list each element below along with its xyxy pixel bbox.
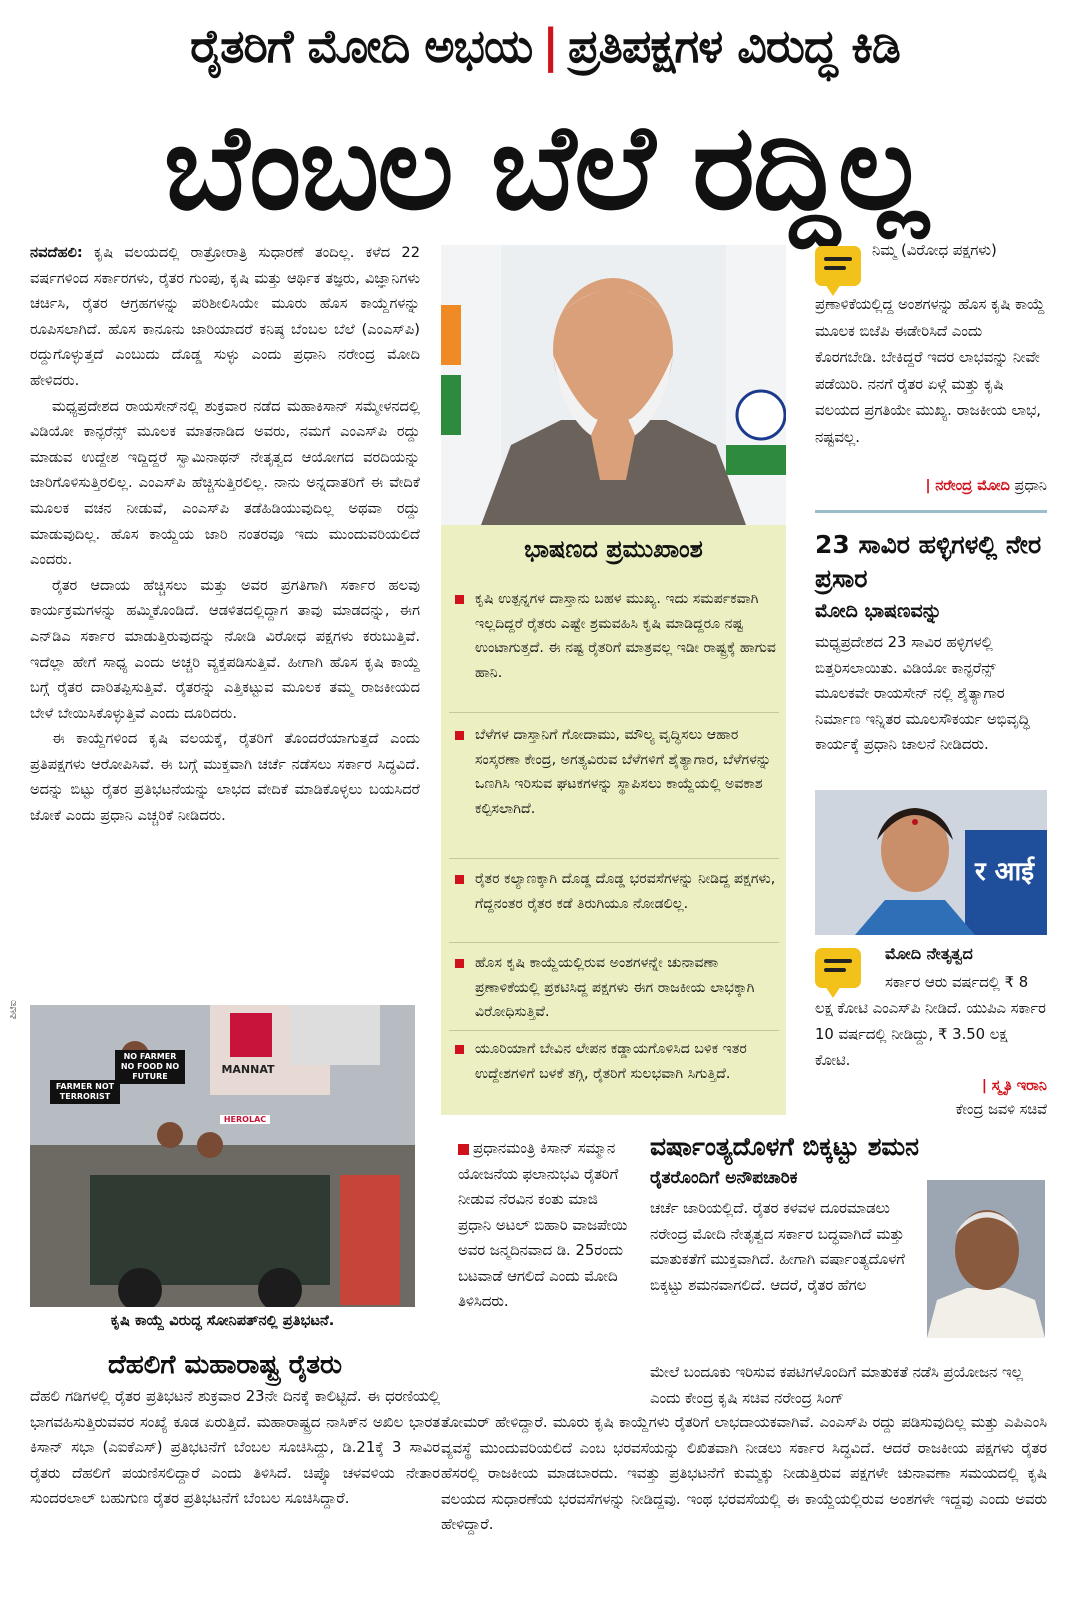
vajpayee-note xyxy=(458,1136,633,1396)
smriti-quote-body: ಸರ್ಕಾರ ಆರು ವರ್ಷದಲ್ಲಿ ₹ 8 ಲಕ್ಷ ಕೋಟಿ ಎಂಎಸ್‌ಪಿ ನೀಡಿದೆ. ಯುಪಿಎ ಸರ್ಕಾರ 10 ವರ್ಷದಲ್ಲಿ ನೀಡಿದ್ದು, ₹ 3.50 ಲಕ್ಷ ಕೋಟಿ. xyxy=(815,974,1046,1069)
highlight-item: ಕೃಷಿ ಉತ್ಪನ್ನಗಳ ದಾಸ್ತಾನು ಬಹಳ ಮುಖ್ಯ. ಇದು ಸಮರ್ಪಕವಾಗಿ ಇಲ್ಲದಿದ್ದರೆ ರೈತರು ಎಷ್ಟೇ ಶ್ರಮವಹಿಸಿ ಕೃಷಿ ಮಾಡಿದ್ದರೂ ನಷ್ಟ ಉಂಟಾಗುತ್ತದೆ. ಈ ನಷ್ಟ ರೈತರಿಗೆ ಮಾತ್ರವಲ್ಲ ಇಡೀ ರಾಷ್ಟ್ರಕ್ಕೆ ಹಾಗುವ ಹಾನಿ. xyxy=(449,587,779,713)
protest-scene xyxy=(30,1005,415,1307)
smriti-photo xyxy=(815,790,1047,935)
kicker-right: ಪ್ರತಿಪಕ್ಷಗಳ ವಿರುದ್ಧ ಕಿಡಿ xyxy=(568,19,900,73)
main-story-paragraph: ಮಧ್ಯಪ್ರದೇಶದ ರಾಯಸೇನ್‌ನಲ್ಲಿ ಶುಕ್ರವಾರ ನಡೆದ ಮಹಾಕಿಸಾನ್ ಸಮ್ಮೇಳನದಲ್ಲಿ ವಿಡಿಯೋ ಕಾನ್ಫರೆನ್ಸ್ ಮೂಲಕ ಮಾತನಾಡಿದ ಅವರು, ನಮಗೆ ಎಂಎಸ್‌ಪಿ ರದ್ದು ಮಾಡುವ ಉದ್ದೇಶ ಇದ್ದಿದ್ದರೆ ಸ್ವಾಮಿನಾಥನ್ ನೇತೃತ್ವದ ಆಯೋಗದ ವರದಿಯನ್ನು ಜಾರಿಗೊಳಿಸುತ್ತಿರಲಿಲ್ಲ. ಎಂಎಸ್‌ಪಿ ಹೆಚ್ಚಿಸುತ್ತಿರಲಿಲ್ಲ. ನಾನು ಅನ್ನದಾತರಿಗೆ ಈ ವೇದಿಕೆ ಮೂಲಕ ವಚನ ನೀಡುವೆ, ಎಂಎಸ್‌ಪಿ ತಡೆಹಿಡಿಯುವುದಿಲ್ಲ ಅಥವಾ ರದ್ದು ಮಾಡುವುದಿಲ್ಲ. ಹೊಸ ಕಾಯ್ದೆಯ ಜಾರಿ ನಂತರವೂ ಇದು ಮುಂದುವರಿಯಲಿದೆ ಎಂದರು. xyxy=(30,397,420,569)
smriti-photo-text: र आई xyxy=(975,857,1035,887)
smriti-quote-role: ಕೇಂದ್ರ ಜವಳಿ ಸಚಿವೆ xyxy=(955,1102,1047,1118)
attribution-bar: | xyxy=(981,1078,988,1094)
highlights-title: ಭಾಷಣದ ಪ್ರಮುಖಾಂಶ xyxy=(524,535,703,563)
modi-portrait xyxy=(441,245,786,525)
main-story-paragraph xyxy=(30,240,420,394)
highlight-item: ರೈತರ ಕಲ್ಯಾಣಕ್ಕಾಗಿ ದೊಡ್ಡ ದೊಡ್ಡ ಭರವಸೆಗಳನ್ನು ನೀಡಿದ್ದ ಪಕ್ಷಗಳು, ಗೆದ್ದನಂತರ ರೈತರ ಕಡೆ ತಿರುಗಿಯೂ ನೋಡಲಿಲ್ಲ. xyxy=(449,867,779,943)
quote-line xyxy=(824,959,852,963)
modi-photo xyxy=(441,245,786,525)
smriti-quote-attribution xyxy=(815,1078,1047,1094)
protest-photo xyxy=(30,1005,415,1307)
sign-mannat: MANNAT xyxy=(221,1063,275,1076)
photo-credit: ಪಿಟಿಐ xyxy=(8,1000,19,1020)
year-end-body-narrow: ಚರ್ಚೆ ಜಾರಿಯಲ್ಲಿದೆ. ರೈತರ ಕಳವಳ ದೂರಮಾಡಲು ನರೇಂದ್ರ ಮೋದಿ ನೇತೃತ್ವದ ಸರ್ಕಾರ ಬದ್ಧವಾಗಿದೆ ಮತ್ತು ಮಾತುಕತೆಗೆ ಮುಕ್ತವಾಗಿದೆ. ಹೀಗಾಗಿ ವರ್ಷಾಂತ್ಯದೊಳಗೆ ಬಿಕ್ಕಟ್ಟು ಶಮನವಾಗಲಿದೆ. ಆದರೆ, ರೈತರ ಹೆಗಲ xyxy=(650,1200,905,1294)
highlight-item: ಬೆಳೆಗಳ ದಾಸ್ತಾನಿಗೆ ಗೋದಾಮು, ಮೌಲ್ಯ ವೃದ್ಧಿಸಲು ಆಹಾರ ಸಂಸ್ಕರಣಾ ಕೇಂದ್ರ, ಅಗತ್ಯವಿರುವ ಬೆಳೆಗಳಿಗೆ ಶೈತ್ಯಾಗಾರ, ಬೆಳೆಗಳನ್ನು ಒಣಗಿಸಿ ಇರಿಸುವ ಘಟಕಗಳನ್ನು ಸ್ಥಾಪಿಸಲು ಕಾಯ್ದೆಯಲ್ಲಿ ಅವಕಾಶ ಕಲ್ಪಿಸಲಾಗಿದೆ. xyxy=(449,723,779,859)
modi-quote-attribution xyxy=(815,478,1047,494)
speech-bubble-icon xyxy=(815,246,861,286)
year-end-lead: ರೈತರೊಂದಿಗೆ ಅನೌಪಚಾರಿಕ xyxy=(650,1168,798,1188)
sign-herolac: HEROLAC xyxy=(220,1115,270,1124)
smriti-quote-lead: ಮೋದಿ ನೇತೃತ್ವದ xyxy=(885,944,973,963)
modi-quote-lead: ನಿಮ್ಮ (ವಿರೋಧ ಪಕ್ಷಗಳು) xyxy=(872,242,997,259)
tomar-portrait xyxy=(927,1180,1045,1338)
sign-not-terrorist: FARMER NOT TERRORIST xyxy=(50,1080,120,1104)
kicker-separator: | xyxy=(542,19,559,73)
villages-lead: ಮೋದಿ ಭಾಷಣವನ್ನು xyxy=(815,600,942,622)
protest-caption: ಕೃಷಿ ಕಾಯ್ದೆ ವಿರುದ್ಧ ಸೋನಿಪತ್‌ನಲ್ಲಿ ಪ್ರತಿಭಟನೆ. xyxy=(110,1312,335,1329)
attribution-bar: | xyxy=(925,478,931,494)
modi-quote-body: ಪ್ರಣಾಳಿಕೆಯಲ್ಲಿದ್ದ ಅಂಶಗಳನ್ನು ಹೊಸ ಕೃಷಿ ಕಾಯ್ದೆ ಮೂಲಕ ಬಿಜೆಪಿ ಈಡೇರಿಸಿದೆ ಎಂದು ಕೊರಗಬೇಡಿ. ಬೇಕಿದ್ದರೆ ಇದರ ಲಾಭವನ್ನು ನೀವೇ ಪಡೆಯಿರಿ. ನನಗೆ ರೈತರ ಏಳ್ಗೆ ಮತ್ತು ಕೃಷಿ ವಲಯದ ಪ್ರಗತಿಯೇ ಮುಖ್ಯ. ರಾಜಕೀಯ ಲಾಭ, ನಷ್ಟವಲ್ಲ. xyxy=(815,296,1045,446)
vajpayee-text: ಪ್ರಧಾನಮಂತ್ರಿ ಕಿಸಾನ್ ಸಮ್ಮಾನ ಯೋಜನೆಯ ಫಲಾನುಭವಿ ರೈತರಿಗೆ ನೀಡುವ ನೆರವಿನ ಕಂತು ಮಾಜಿ ಪ್ರಧಾನಿ ಅಟಲ್ ಬಿಹಾರಿ ವಾಜಪೇಯಿ ಅವರ ಜನ್ಮದಿನವಾದ ಡಿ. 25ರಂದು ಬಟವಾಡೆ ಆಗಲಿದೆ ಎಂದು ಮೋದಿ ತಿಳಿಸಿದರು. xyxy=(458,1140,628,1310)
bullet-square xyxy=(458,1144,469,1155)
main-story-paragraph: ಈ ಕಾಯ್ದೆಗಳಿಂದ ಕೃಷಿ ವಲಯಕ್ಕೆ, ರೈತರಿಗೆ ತೊಂದರೆಯಾಗುತ್ತದೆ ಎಂದು ಪ್ರತಿಪಕ್ಷಗಳು ಆರೋಪಿಸಿವೆ. ಈ ಬಗ್ಗೆ ಮುಕ್ತವಾಗಿ ಚರ್ಚೆ ನಡೆಸಲು ಸರ್ಕಾರ ಸಿದ್ಧವಿದೆ. ಅದನ್ನು ಬಿಟ್ಟು ರೈತರ ಪ್ರತಿಭಟನೆಯನ್ನು ಲಾಭದ ವೇದಿಕೆ ಮಾಡಿಕೊಳ್ಳಲು ಬಯಸಿದರೆ ಜೋಕೆ ಎಂದು ಪ್ರಧಾನಿ ಎಚ್ಚರಿಕೆ ನೀಡಿದರು. xyxy=(30,730,420,825)
dateline: ನವದೆಹಲಿ: xyxy=(30,244,83,261)
year-end-title: ವರ್ಷಾಂತ್ಯದೊಳಗೆ ಬಿಕ್ಕಟ್ಟು ಶಮನ xyxy=(650,1132,920,1161)
maharashtra-body: ದೆಹಲಿ ಗಡಿಗಳಲ್ಲಿ ರೈತರ ಪ್ರತಿಭಟನೆ ಶುಕ್ರವಾರ 23ನೇ ದಿನಕ್ಕೆ ಕಾಲಿಟ್ಟಿದೆ. ಈ ಧರಣಿಯಲ್ಲಿ ಭಾಗವಹಿಸುತ್ತಿರುವವರ ಸಂಖ್ಯೆ ಕೂಡ ಏರುತ್ತಿದೆ. ಮಹಾರಾಷ್ಟ್ರದ ನಾಸಿಕ್‌ನ ಅಖಿಲ ಭಾರತ ಕಿಸಾನ್ ಸಭಾ (ಎಐಕೆಎಸ್) ಪ್ರತಿಭಟನೆಗೆ ಬೆಂಬಲ ಸೂಚಿಸಿದ್ದು, ಡಿ.21ಕ್ಕೆ 3 ಸಾವಿರ ರೈತರು ದೆಹಲಿಗೆ ಪಯಣಿಸಲಿದ್ದಾರೆ ಎಂದು ತಿಳಿಸಿದೆ. ಚಿಪ್ಕೊ ಚಳವಳಿಯ ನೇತಾರ ಸುಂದರಲಾಲ್ ಬಹುಗುಣ ರೈತರ ಪ್ರತಿಭಟನೆಗೆ ಬೆಂಬಲ ಸೂಚಿಸಿದ್ದಾರೆ. xyxy=(30,1388,440,1507)
tomar-photo xyxy=(927,1180,1045,1338)
highlight-item: ಯೂರಿಯಾಗೆ ಬೇವಿನ ಲೇಪನ ಕಡ್ಡಾಯಗೊಳಿಸಿದ ಬಳಿಕ ಇತರ ಉದ್ದೇಶಗಳಿಗೆ ಬಳಕೆ ತಗ್ಗಿ, ರೈತರಿಗೆ ಸುಲಭವಾಗಿ ಸಿಗುತ್ತಿದೆ. xyxy=(449,1037,779,1113)
highlight-item: ಹೊಸ ಕೃಷಿ ಕಾಯ್ದೆಯಲ್ಲಿರುವ ಅಂಶಗಳನ್ನೇ ಚುನಾವಣಾ ಪ್ರಣಾಳಿಕೆಯಲ್ಲಿ ಪ್ರಕಟಿಸಿದ್ದ ಪಕ್ಷಗಳು ಈಗ ರಾಜಕೀಯ ಲಾಭಕ್ಕಾಗಿ ವಿರೋಧಿಸುತ್ತಿವೆ. xyxy=(449,951,779,1031)
maharashtra-title: ದೆಹಲಿಗೆ ಮಹಾರಾಷ್ಟ್ರ ರೈತರು xyxy=(107,1350,343,1380)
year-end-body-wide: ಮೇಲೆ ಬಂದೂಕು ಇರಿಸುವ ಕಪಟಿಗಳೊಂದಿಗೆ ಮಾತುಕತೆ ನಡೆಸಿ ಪ್ರಯೋಜನ ಇಲ್ಲ ಎಂದು ಕೇಂದ್ರ ಕೃಷಿ ಸಚಿವ ನರೇಂದ್ರ ಸಿಂಗ್ xyxy=(650,1364,1023,1407)
villages-body: ಮಧ್ಯಪ್ರದೇಶದ 23 ಸಾವಿರ ಹಳ್ಳಿಗಳಲ್ಲಿ ಬಿತ್ತರಿಸಲಾಯಿತು. ವಿಡಿಯೋ ಕಾನ್ಫರೆನ್ಸ್ ಮೂಲಕವೇ ರಾಯಸೇನ್ ನಲ್ಲಿ ಶೈತ್ಯಾಗಾರ ನಿರ್ಮಾಣ ಇನ್ನಿತರ ಮೂಲಸೌಕರ್ಯ ಅಭಿವೃದ್ಧಿ ಕಾರ್ಯಕ್ಕೆ ಪ್ರಧಾನಿ ಚಾಲನೆ ನೀಡಿದರು. xyxy=(815,634,1030,753)
sign-no-farmer: NO FARMER NO FOOD NO FUTURE xyxy=(115,1050,185,1084)
quote-line xyxy=(824,257,852,261)
quote-line xyxy=(824,266,846,270)
villages-title: 23 ಸಾವಿರ ಹಳ್ಳಿಗಳಲ್ಲಿ ನೇರ ಪ್ರಸಾರ xyxy=(815,530,1042,593)
kicker xyxy=(20,8,1070,84)
attribution-name: ನರೇಂದ್ರ ಮೋದಿ xyxy=(935,478,1010,494)
divider xyxy=(815,510,1047,513)
attribution-role: ಪ್ರಧಾನಿ xyxy=(1014,478,1047,494)
year-end-body-full: ತೋಮರ್ ಹೇಳಿದ್ದಾರೆ. ಮೂರು ಕೃಷಿ ಕಾಯ್ದೆಗಳು ರೈತರಿಗೆ ಲಾಭದಾಯಕವಾಗಿವೆ. ಎಂಎಸ್‌ಪಿ ರದ್ದು ಪಡಿಸುವುದಿಲ್ಲ ಮತ್ತು ಎಪಿಎಂಸಿ ವ್ಯವಸ್ಥೆ ಮುಂದುವರಿಯಲಿದೆ ಎಂಬ ಭರವಸೆಯನ್ನು ಲಿಖಿತವಾಗಿ ನೀಡಲು ಸರ್ಕಾರ ಸಿದ್ಧವಿದೆ. ಆದರೆ ರಾಜಕೀಯ ಪಕ್ಷಗಳು ರೈತರ ಹೆಸರಲ್ಲಿ ರಾಜಕೀಯ ಮಾಡಬಾರದು. ಇವತ್ತು ಪ್ರತಿಭಟನೆಗೆ ಕುಮ್ಮಕ್ಕು ನೀಡುತ್ತಿರುವ ಪಕ್ಷಗಳೇ ಚುನಾವಣಾ ಸಮಯದಲ್ಲಿ ಕೃಷಿ ವಲಯದ ಸುಧಾರಣೆಯ ಭರವಸೆಗಳನ್ನು ನೀಡಿದ್ದವು. ಇಂಥ ಭರವಸೆಯಲ್ಲಿ ಈ ಕಾಯ್ದೆಯಲ್ಲಿರುವ ಅಂಶಗಳೇ ಇದ್ದವು ಎಂದು ಅವರು ಹೇಳಿದ್ದಾರೆ. xyxy=(441,1414,1047,1533)
paragraph-text: ಕೃಷಿ ವಲಯದಲ್ಲಿ ರಾತ್ರೋರಾತ್ರಿ ಸುಧಾರಣೆ ತಂದಿಲ್ಲ. ಕಳೆದ 22 ವರ್ಷಗಳಿಂದ ಸರ್ಕಾರಗಳು, ರೈತರ ಗುಂಪು, ಕೃಷಿ ಮತ್ತು ಆರ್ಥಿಕ ತಜ್ಞರು, ವಿಜ್ಞಾನಿಗಳು ಚರ್ಚಿಸಿ, ರೈತರ ಆಗ್ರಹಗಳನ್ನು ಪರಿಶೀಲಿಸಿಯೇ ಮೂರು ಹೊಸ ಕಾಯ್ದೆಗಳನ್ನು ರೂಪಿಸಲಾಗಿದೆ. ಹೊಸ ಕಾನೂನು ಜಾರಿಯಾದರೆ ಕನಿಷ್ಠ ಬೆಂಬಲ ಬೆಲೆ (ಎಂಎಸ್‌ಪಿ) ರದ್ದುಗೊಳ್ಳುತ್ತದೆ ಎಂಬುದು ದೊಡ್ಡ ಸುಳ್ಳು ಎಂದು ಪ್ರಧಾನಿ ನರೇಂದ್ರ ಮೋದಿ ಹೇಳಿದರು. xyxy=(30,244,420,389)
highlights-box xyxy=(441,525,786,1115)
headline: ಬೆಂಬಲ ಬೆಲೆ ರದ್ದಿಲ್ಲ xyxy=(163,98,927,236)
main-story-paragraph: ರೈತರ ಆದಾಯ ಹೆಚ್ಚಿಸಲು ಮತ್ತು ಅವರ ಪ್ರಗತಿಗಾಗಿ ಸರ್ಕಾರ ಹಲವು ಕಾರ್ಯಕ್ರಮಗಳನ್ನು ಹಮ್ಮಿಕೊಂಡಿದೆ. ಆಡಳಿತದಲ್ಲಿದ್ದಾಗ ತಾವು ಮಾಡದನ್ನು, ಈಗ ಎನ್‌ಡಿಎ ಸರ್ಕಾರ ಮಾಡುತ್ತಿರುವುದನ್ನು ನೋಡಿ ವಿರೋಧ ಪಕ್ಷಗಳು ಕರುಬುತ್ತಿವೆ. ಇದೆಲ್ಲಾ ಹೇಗೆ ಸಾಧ್ಯ ಎಂದು ಅಚ್ಚರಿ ವ್ಯಕ್ತಪಡಿಸುತ್ತಿವೆ. ಹೀಗಾಗಿ ಹೊಸ ಕೃಷಿ ಕಾಯ್ದೆ ಬಗ್ಗೆ ರೈತರ ದಾರಿತಪ್ಪಿಸುತ್ತಿವೆ. ರೈತರನ್ನು ಎತ್ತಿಕಟ್ಟುವ ಮೂಲಕ ತಮ್ಮ ರಾಜಕೀಯದ ಬೇಳೆ ಬೇಯಿಸಿಕೊಳ್ಳುತ್ತಿವೆ ಎಂದು ದೂರಿದರು. xyxy=(30,576,420,722)
kicker-left: ರೈತರಿಗೆ ಮೋದಿ ಅಭಯ xyxy=(190,19,533,73)
attribution-name: ಸ್ಮೃತಿ ಇರಾನಿ xyxy=(991,1078,1047,1094)
main-story xyxy=(30,240,420,992)
